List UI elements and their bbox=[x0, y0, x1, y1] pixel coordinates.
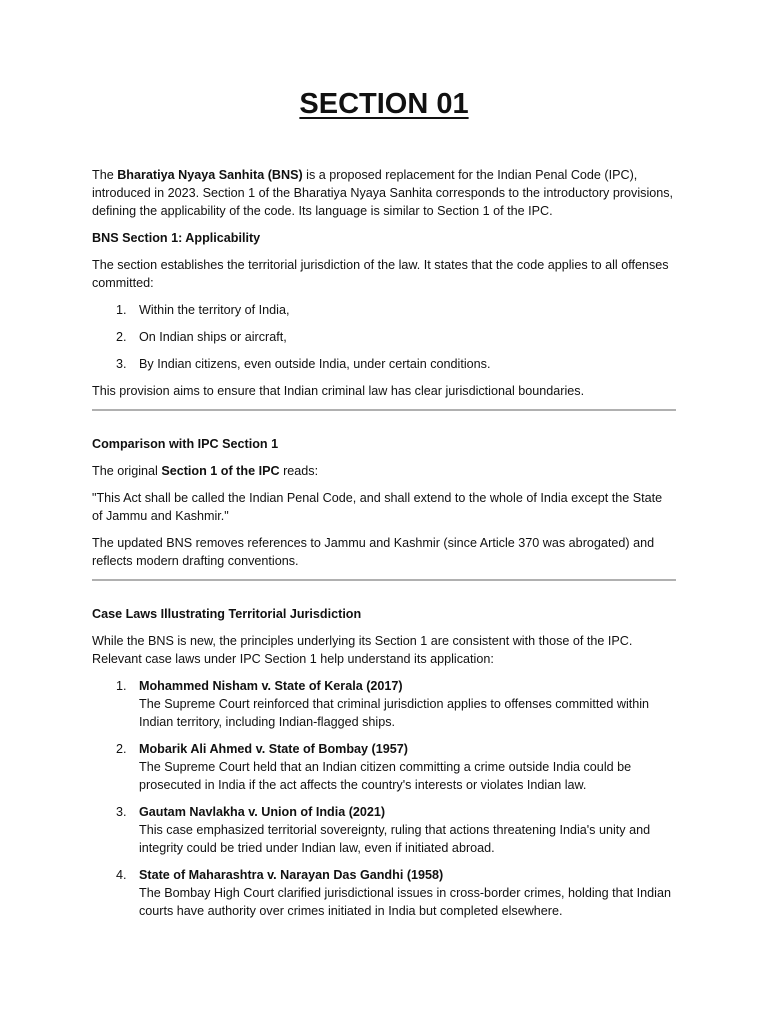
list-item-text: On Indian ships or aircraft, bbox=[139, 330, 287, 344]
horizontal-divider bbox=[92, 409, 676, 411]
case-number: 1. bbox=[116, 679, 127, 693]
document-body bbox=[92, 166, 676, 929]
horizontal-divider bbox=[92, 579, 676, 581]
ipc-quote: "This Act shall be called the Indian Penal Code, and shall extend to the whole of India except the State of Jammu and Kashmir." bbox=[92, 491, 663, 523]
list-item-text: By Indian citizens, even outside India, under certain conditions. bbox=[139, 357, 491, 371]
list-number: 2. bbox=[116, 330, 127, 344]
comparison-update: The updated BNS removes references to Jammu and Kashmir (since Article 370 was abrogated) and reflects modern drafting conventions. bbox=[92, 536, 655, 568]
section1-text: The section establishes the territorial jurisdiction of the law. It states that the code applies to all offenses committed: bbox=[92, 258, 669, 290]
list-number: 3. bbox=[116, 357, 127, 371]
case-number: 2. bbox=[116, 742, 127, 756]
cases-intro: While the BNS is new, the principles underlying its Section 1 are consistent with those of the IPC. Relevant case laws under IPC Section 1 help understand its application: bbox=[92, 634, 633, 666]
page-title: SECTION 01 bbox=[299, 88, 469, 120]
applicability-list bbox=[92, 301, 676, 373]
comparison-heading: Comparison with IPC Section 1 bbox=[92, 437, 279, 451]
list-number: 1. bbox=[116, 303, 127, 317]
original-post: reads: bbox=[279, 464, 319, 478]
list-item bbox=[92, 328, 676, 346]
case-list bbox=[92, 677, 676, 920]
list-item bbox=[92, 301, 676, 319]
case-description: The Supreme Court reinforced that criminal jurisdiction applies to offenses committed within Indian territory, including Indian-flagged ships. bbox=[139, 697, 650, 729]
case-description: The Supreme Court held that an Indian citizen committing a crime outside India could be prosecuted in India if the act affects the country's interests or violates Indian law. bbox=[139, 760, 632, 792]
original-bold: Section 1 of the IPC bbox=[161, 464, 280, 478]
case-item bbox=[92, 677, 676, 731]
intro-bold: Bharatiya Nyaya Sanhita (BNS) bbox=[117, 168, 303, 182]
case-number: 4. bbox=[116, 868, 127, 882]
case-number: 3. bbox=[116, 805, 127, 819]
case-title: Gautam Navlakha v. Union of India (2021) bbox=[139, 805, 386, 819]
case-item bbox=[92, 866, 676, 920]
list-item-text: Within the territory of India, bbox=[139, 303, 290, 317]
section1-closing: This provision aims to ensure that Indian criminal law has clear jurisdictional boundaries. bbox=[92, 384, 585, 398]
section1-heading: BNS Section 1: Applicability bbox=[92, 231, 261, 245]
comparison-original bbox=[92, 462, 676, 480]
list-item bbox=[92, 355, 676, 373]
case-title: Mohammed Nisham v. State of Kerala (2017) bbox=[139, 679, 403, 693]
cases-heading: Case Laws Illustrating Territorial Jurisdiction bbox=[92, 607, 362, 621]
case-item bbox=[92, 803, 676, 857]
case-description: This case emphasized territorial sovereignty, ruling that actions threatening India's unity and integrity could be tried under Indian law, even if initiated abroad. bbox=[139, 823, 651, 855]
original-pre: The original bbox=[92, 464, 162, 478]
intro-pre: The bbox=[92, 168, 118, 182]
case-title: State of Maharashtra v. Narayan Das Gandhi (1958) bbox=[139, 868, 444, 882]
case-description: The Bombay High Court clarified jurisdictional issues in cross-border crimes, holding that Indian courts have authority over crimes initiated in India but completed elsewhere. bbox=[139, 886, 671, 918]
intro-post: is a proposed replacement for the Indian Penal Code (IPC), introduced in 2023. Section 1 of the Bharatiya Nyaya Sanhita corresponds to the introductory provisions, defining the applicability of the code. Its language is similar to Section 1 of the IPC. bbox=[92, 168, 674, 218]
case-title: Mobarik Ali Ahmed v. State of Bombay (1957) bbox=[139, 742, 408, 756]
case-item bbox=[92, 740, 676, 794]
intro-paragraph bbox=[92, 166, 676, 220]
